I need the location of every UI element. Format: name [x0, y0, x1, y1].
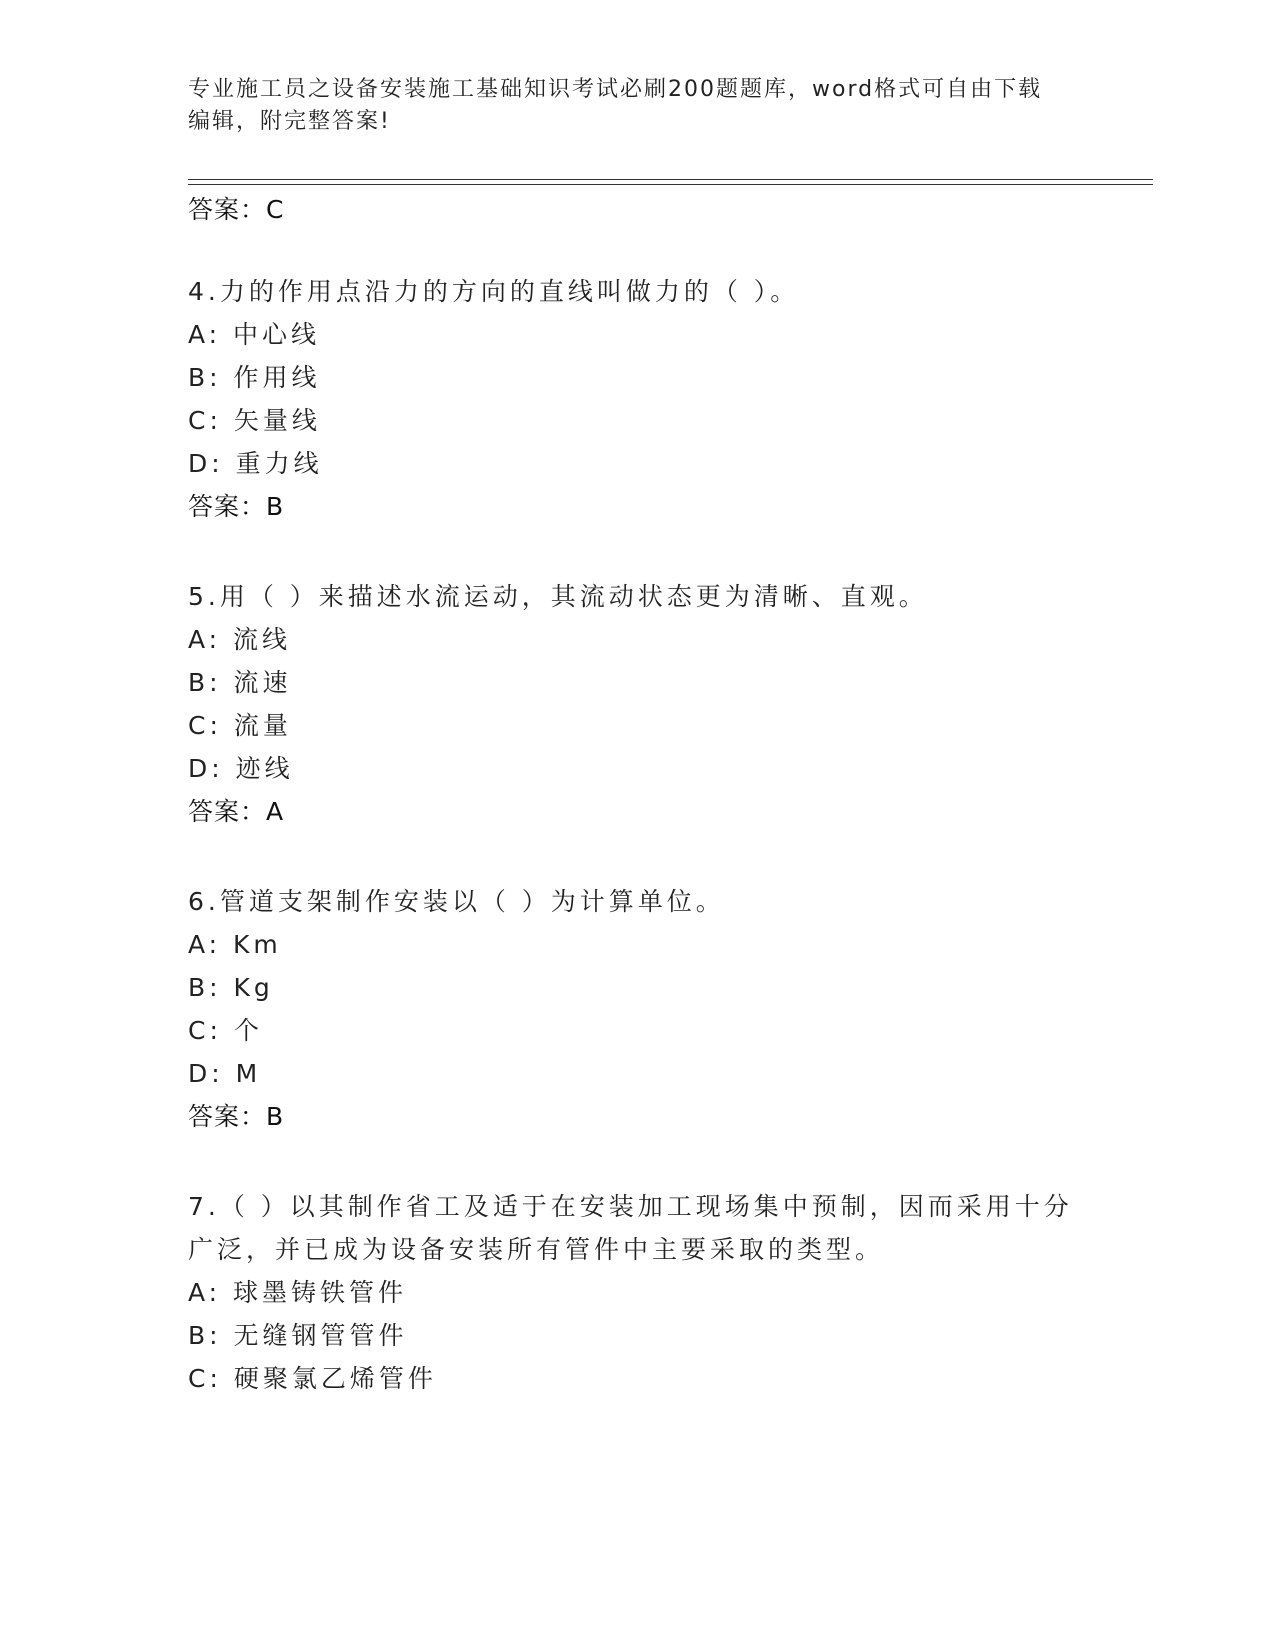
header-divider: [188, 179, 1153, 185]
question-6-option-c: C: 个: [188, 1016, 263, 1045]
question-5-option-b: B: 流速: [188, 668, 292, 697]
question-6-stem: 6.管道支架制作安装以（ ）为计算单位。: [188, 887, 725, 916]
question-5-option-a: A: 流线: [188, 625, 292, 654]
header-title-line-1: 专业施工员之设备安装施工基础知识考试必刷200题题库，word格式可自由下载: [188, 77, 1043, 102]
document-header: [188, 74, 1068, 138]
question-4-option-d: D: 重力线: [188, 449, 323, 478]
question-6-answer: 答案：B: [188, 1102, 285, 1131]
question-7-option-a: A: 球墨铸铁管件: [188, 1278, 408, 1307]
previous-answer: 答案：C: [188, 195, 285, 224]
question-7-option-b: B: 无缝钢管管件: [188, 1321, 408, 1350]
question-4-option-c: C: 矢量线: [188, 406, 321, 435]
question-7-stem-line-2: 广泛，并已成为设备安装所有管件中主要采取的类型。: [188, 1235, 885, 1264]
question-4-stem: 4.力的作用点沿力的方向的直线叫做力的（ ）。: [188, 277, 800, 306]
question-4-option-a: A: 中心线: [188, 320, 321, 349]
question-6-option-a: A: Km: [188, 930, 282, 959]
question-4-option-b: B: 作用线: [188, 363, 321, 392]
question-5-answer: 答案：A: [188, 797, 285, 826]
question-5-option-c: C: 流量: [188, 711, 292, 740]
question-5-option-d: D: 迹线: [188, 754, 294, 783]
question-6-option-b: B: Kg: [188, 973, 274, 1002]
question-4-answer: 答案：B: [188, 492, 285, 521]
question-7-stem-line-1: 7.（ ）以其制作省工及适于在安装加工现场集中预制，因而采用十分: [188, 1192, 1073, 1221]
question-7-option-c: C: 硬聚氯乙烯管件: [188, 1364, 437, 1393]
header-title-line-2: 编辑，附完整答案!: [188, 109, 391, 134]
question-6-option-d: D: M: [188, 1059, 262, 1088]
question-5-stem: 5.用（ ）来描述水流运动，其流动状态更为清晰、直观。: [188, 582, 928, 611]
